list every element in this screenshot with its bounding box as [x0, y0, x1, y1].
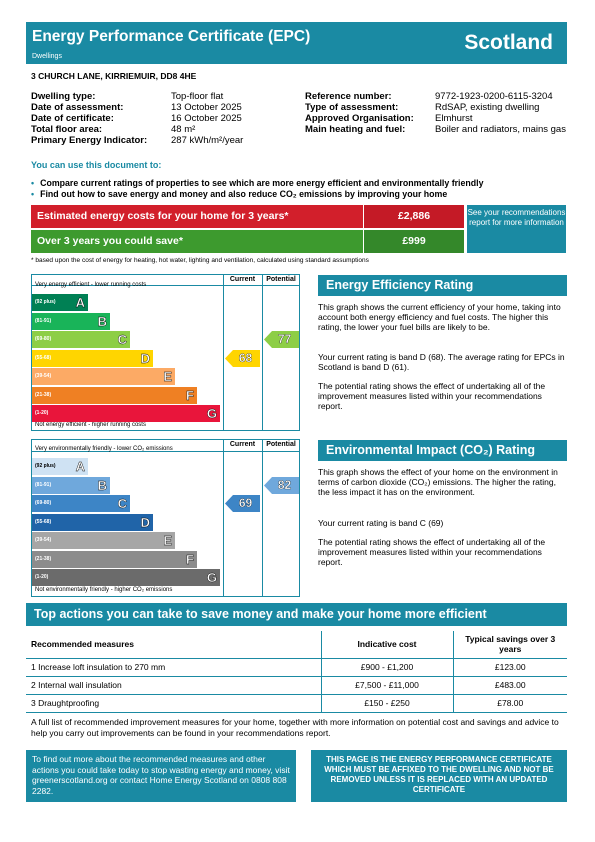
measure-cell: 3 Draughtproofing: [26, 694, 321, 712]
band-letter: A: [75, 295, 85, 310]
detail-value: 13 October 2025: [171, 102, 242, 113]
band-letter: F: [186, 387, 194, 403]
current-column-header: Current: [229, 441, 256, 448]
band-letter: F: [186, 551, 194, 567]
bullet-icon: •: [31, 189, 35, 199]
column-divider: [262, 274, 263, 431]
detail-label: Main heating and fuel:: [305, 124, 406, 135]
rating-band-a: [32, 294, 88, 311]
band-range: (21-38): [35, 555, 52, 562]
detail-value: 287 kWh/m²/year: [171, 135, 244, 146]
bullet-text: Find out how to save energy and money and also reduce CO₂ emissions by improving your home: [40, 189, 448, 199]
current-column-header: Current: [229, 276, 256, 283]
detail-label: Type of assessment:: [305, 102, 399, 113]
savings-bar: [31, 230, 464, 253]
detail-label: Date of certificate:: [31, 113, 114, 124]
rating-band-c: [32, 331, 130, 348]
detail-label: Total floor area:: [31, 124, 103, 135]
cost-cell: £7,500 - £11,000: [321, 676, 453, 694]
rating-band-e: [32, 532, 175, 549]
cost-cell: £900 - £1,200: [321, 658, 453, 676]
band-letter: C: [117, 332, 127, 347]
cost-footnote: * based upon the cost of energy for heating, hot water, lighting and ventilation, calculated using standard assumptions: [31, 257, 369, 264]
estimated-cost-bar: [31, 205, 464, 228]
detail-label: Reference number:: [305, 91, 392, 102]
detail-label: Dwelling type:: [31, 91, 96, 102]
rating-band-e: [32, 368, 175, 385]
band-letter: B: [97, 313, 107, 329]
detail-value: 9772-1923-0200-6115-3204: [435, 91, 553, 102]
band-range: (69-80): [35, 336, 52, 342]
band-letter: D: [140, 514, 150, 530]
use-heading: You can use this document to:: [31, 160, 162, 170]
current-rating-value: 69: [238, 496, 253, 510]
potential-column-header: Potential: [266, 276, 296, 283]
band-letter: G: [206, 570, 217, 585]
detail-value: RdSAP, existing dwelling: [435, 102, 540, 113]
table-row: [26, 658, 567, 676]
column-divider: [262, 439, 263, 597]
country-label: Scotland: [464, 31, 553, 54]
detail-row: [31, 113, 301, 124]
band-range: (81-91): [35, 317, 52, 324]
bullet-icon: •: [31, 178, 35, 188]
measure-cell: 2 Internal wall insulation: [26, 676, 321, 694]
column-header: Indicative cost: [321, 631, 453, 658]
header-banner: [26, 22, 567, 64]
table-row: [26, 676, 567, 694]
certificate-warning-box: THIS PAGE IS THE ENERGY PERFORMANCE CERTIFICATE WHICH MUST BE AFFIXED TO THE DWELLING AND NOT BE REMOVED UNLESS IT IS REPLACED WITH AN UPDATED CERTIFICATE: [311, 750, 567, 802]
column-divider: [223, 439, 224, 597]
potential-rating-arrow: [264, 331, 299, 348]
detail-row: [31, 102, 301, 113]
rating-band-b: [32, 313, 110, 330]
details-left: [31, 91, 301, 146]
detail-value: 48 m²: [171, 124, 196, 135]
energy-rating-paragraph: This graph shows the current efficiency of your home, taking into account both energy efficiency and fuel costs. The higher this rating, the lower your fuel bills are likely to be.: [318, 302, 561, 332]
detail-row: [305, 113, 567, 124]
detail-value: 16 October 2025: [171, 113, 242, 124]
saving-cell: £123.00: [453, 658, 567, 676]
band-letter: A: [75, 459, 85, 474]
band-range: (92 plus): [35, 299, 56, 305]
measure-cell: 1 Increase loft insulation to 270 mm: [26, 658, 321, 676]
rating-band-f: [32, 387, 197, 404]
chart-bottom-note: Not energy efficient - higher running costs: [35, 422, 146, 428]
detail-row: [31, 135, 301, 146]
detail-label: Primary Energy Indicator:: [31, 135, 148, 146]
detail-label: Approved Organisation:: [305, 113, 414, 124]
energy-rating-potential: The potential rating shows the effect of undertaking all of the improvement measures listed within your recommendations report.: [318, 381, 546, 411]
full-list-note: A full list of recommended improvement measures for your home, together with more information on potential cost and savings and advice to help you carry out improvements can be found in your recommendations report.: [31, 717, 559, 738]
savings-value: £999: [363, 230, 464, 253]
savings-label: Over 3 years you could save*: [37, 235, 183, 247]
band-range: (39-54): [35, 537, 52, 543]
detail-value: Top-floor flat: [171, 91, 224, 102]
property-address: 3 CHURCH LANE, KIRRIEMUIR, DD8 4HE: [31, 71, 197, 81]
potential-rating-arrow: [264, 477, 299, 494]
band-letter: E: [163, 369, 172, 384]
potential-column-header: Potential: [266, 441, 296, 448]
band-letter: E: [163, 533, 172, 548]
band-range: (69-80): [35, 500, 52, 506]
cost-cell: £150 - £250: [321, 694, 453, 712]
env-rating-potential: The potential rating shows the effect of undertaking all of the improvement measures listed within your recommendations report.: [318, 537, 546, 567]
band-range: (39-54): [35, 373, 52, 379]
rating-band-b: [32, 477, 110, 494]
env-rating-heading: Environmental Impact (CO₂) Rating: [318, 440, 567, 461]
current-rating-arrow: [225, 495, 260, 512]
rating-band-f: [32, 551, 197, 568]
bullet-item: [31, 189, 447, 199]
bullet-item: [31, 178, 483, 188]
detail-value: Elmhurst: [435, 113, 473, 124]
rating-band-d: [32, 514, 153, 531]
saving-cell: £78.00: [453, 694, 567, 712]
band-letter: D: [140, 350, 150, 366]
estimated-cost-value: £2,886: [363, 205, 464, 228]
find-out-more-box: To find out more about the recommended measures and other actions you could take today to stop wasting energy and money, visit greenerscotland.org or contact Home Energy Scotland on 0808 808 2282.: [26, 750, 296, 802]
saving-cell: £483.00: [453, 676, 567, 694]
band-letter: C: [117, 496, 127, 511]
current-rating-arrow: [225, 350, 260, 367]
estimated-cost-label: Estimated energy costs for your home for 3 years*: [37, 210, 289, 222]
rating-band-c: [32, 495, 130, 512]
actions-heading: Top actions you can take to save money and make your home more efficient: [26, 603, 567, 626]
detail-row: [31, 91, 301, 102]
detail-value: Boiler and radiators, mains gas: [435, 124, 566, 135]
chart-bottom-note: Not environmentally friendly - higher CO₂ emissions: [35, 587, 173, 593]
rating-band-a: [32, 458, 88, 475]
measures-table: [26, 631, 567, 713]
band-range: (55-68): [35, 518, 52, 525]
detail-row: [305, 91, 567, 102]
detail-row: [305, 102, 567, 113]
env-rating-paragraph: This graph shows the effect of your home on the environment in terms of carbon dioxide (CO₂) emissions. The higher the rating, the less impact it has on the environment.: [318, 467, 558, 497]
table-header-row: [26, 631, 567, 658]
band-letter: G: [206, 406, 217, 421]
detail-row: [305, 124, 567, 146]
rating-band-g: [32, 569, 220, 586]
potential-rating-value: 82: [277, 477, 292, 492]
column-divider: [223, 274, 224, 431]
band-range: (21-38): [35, 391, 52, 398]
table-row: [26, 694, 567, 712]
band-range: (92 plus): [35, 463, 56, 469]
potential-rating-value: 77: [277, 332, 292, 346]
band-range: (81-91): [35, 481, 52, 488]
band-letter: B: [97, 477, 107, 493]
band-range: (55-68): [35, 354, 52, 361]
band-range: (1-20): [35, 410, 49, 416]
rating-band-d: [32, 350, 153, 367]
detail-label: Date of assessment:: [31, 102, 124, 113]
rating-band-g: [32, 405, 220, 422]
energy-rating-current: Your current rating is band D (68). The average rating for EPCs in Scotland is band D (61).: [318, 352, 565, 372]
page-title: Energy Performance Certificate (EPC): [32, 28, 311, 45]
detail-row: [31, 124, 301, 135]
chart-top-note: Very environmentally friendly - lower CO₂ emissions: [35, 446, 173, 452]
see-recommendations-box: See your recommendations report for more information: [467, 205, 566, 253]
column-header: Typical savings over 3 years: [453, 631, 567, 658]
chart-top-note: Very energy efficient - lower running costs: [35, 282, 147, 288]
current-rating-value: 68: [238, 350, 253, 365]
column-header: Recommended measures: [26, 631, 321, 658]
env-rating-current: Your current rating is band C (69): [318, 518, 444, 528]
bullet-text: Compare current ratings of properties to see which are more energy efficient and environmentally friendly: [40, 178, 484, 188]
details-right: [305, 91, 567, 146]
page-subtitle: Dwellings: [32, 53, 62, 60]
band-range: (1-20): [35, 574, 49, 580]
energy-rating-heading: Energy Efficiency Rating: [318, 275, 567, 296]
